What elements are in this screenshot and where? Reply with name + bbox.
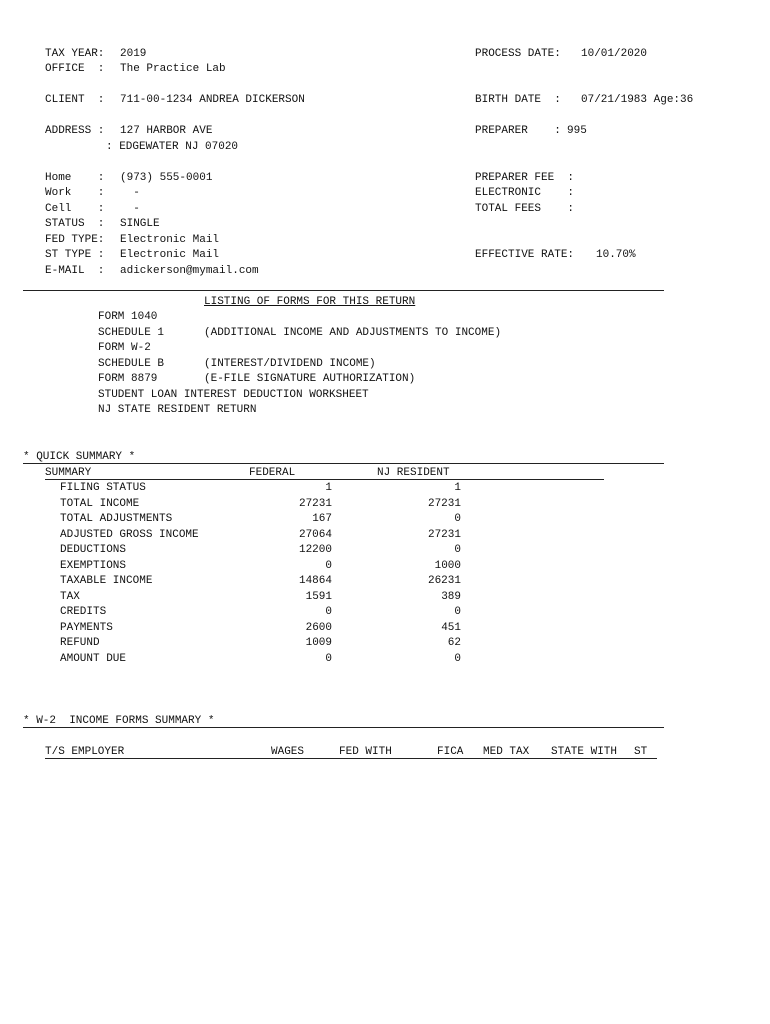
home-phone-value: (973) 555-0001 [120,172,213,184]
federal-value: 2600 [305,622,332,634]
row-label: EXEMPTIONS [60,560,127,572]
federal-value: 14864 [298,575,332,587]
state-value: 451 [441,622,461,634]
state-value: 0 [454,513,461,525]
status-label: STATUS : [45,218,105,230]
st-type-value: Electronic Mail [120,249,220,261]
federal-col-header: FEDERAL [249,467,296,479]
form-item-name: NJ STATE RESIDENT RETURN [98,404,257,416]
address-line2: : EDGEWATER NJ 07020 [106,141,239,153]
federal-value: 167 [312,513,332,525]
form-item-name: FORM W-2 [98,342,151,354]
forms-listing-title: LISTING OF FORMS FOR THIS RETURN [204,296,416,308]
fed-with-col-header: FED WITH [339,746,392,758]
row-label: ADJUSTED GROSS INCOME [60,529,199,541]
address-label: ADDRESS : [45,125,105,137]
state-value: 26231 [427,575,461,587]
federal-value: 0 [325,606,332,618]
fed-type-label: FED TYPE: [45,234,105,246]
status-value: SINGLE [120,218,160,230]
row-label: REFUND [60,637,100,649]
row-label: AMOUNT DUE [60,653,127,665]
row-label: CREDITS [60,606,107,618]
office-value: The Practice Lab [120,63,226,75]
total-fees-label: TOTAL FEES : [475,203,575,215]
process-date-value: 10/01/2020 [581,48,648,60]
tax-year-label: TAX YEAR: [45,48,105,60]
state-value: 1 [454,482,461,494]
state-value: 389 [441,591,461,603]
form-item-name: SCHEDULE B [98,358,165,370]
quick-summary-title: * QUICK SUMMARY * [23,451,136,463]
client-label: CLIENT : [45,94,105,106]
state-value: 27231 [427,498,461,510]
preparer-fee-label: PREPARER FEE : [475,172,575,184]
form-item-name: FORM 8879 [98,373,158,385]
state-with-col-header: STATE WITH [551,746,618,758]
home-phone-label: Home : [45,172,105,184]
tax-year-value: 2019 [120,48,147,60]
summary-header-rule [45,479,604,480]
state-value: 62 [447,637,461,649]
effective-rate-value: 10.70% [596,249,636,261]
w2-header-rule [45,758,657,759]
electronic-fee-label: ELECTRONIC : [475,187,575,199]
federal-value: 1009 [305,637,332,649]
birth-date-value: 07/21/1983 Age:36 [581,94,694,106]
address-line1: 127 HARBOR AVE [120,125,213,137]
federal-value: 27064 [298,529,332,541]
form-item-desc: (E-FILE SIGNATURE AUTHORIZATION) [204,373,416,385]
med-tax-col-header: MED TAX [483,746,530,758]
form-item-desc: (ADDITIONAL INCOME AND ADJUSTMENTS TO INCOME) [204,327,502,339]
state-value: 0 [454,544,461,556]
process-date-label: PROCESS DATE: [475,48,561,60]
state-value: 0 [454,606,461,618]
federal-value: 27231 [298,498,332,510]
summary-col-header: SUMMARY [45,467,92,479]
client-value: 711-00-1234 ANDREA DICKERSON [120,94,305,106]
row-label: TAXABLE INCOME [60,575,153,587]
row-label: FILING STATUS [60,482,146,494]
federal-value: 1 [325,482,332,494]
form-item-name: SCHEDULE 1 [98,327,165,339]
st-col-header: ST [634,746,648,758]
preparer-value: 995 [567,125,587,137]
state-col-header: NJ RESIDENT [377,467,450,479]
birth-date-label: BIRTH DATE : [475,94,561,106]
state-value: 0 [454,653,461,665]
wages-col-header: WAGES [271,746,305,758]
form-item-desc: (INTEREST/DIVIDEND INCOME) [204,358,376,370]
office-label: OFFICE : [45,63,105,75]
w2-summary-title: * W-2 INCOME FORMS SUMMARY * [23,715,215,727]
row-label: DEDUCTIONS [60,544,127,556]
federal-value: 1591 [305,591,332,603]
preparer-label: PREPARER : [475,125,561,137]
st-type-label: ST TYPE : [45,249,105,261]
state-value: 1000 [434,560,461,572]
form-item-name: STUDENT LOAN INTEREST DEDUCTION WORKSHEET [98,389,369,401]
header-divider [23,290,664,291]
federal-value: 0 [325,653,332,665]
work-phone-label: Work : [45,187,105,199]
cell-phone-value: - [120,203,140,215]
row-label: TOTAL ADJUSTMENTS [60,513,173,525]
effective-rate-label: EFFECTIVE RATE: [475,249,575,261]
w2-summary-rule [23,727,664,728]
state-value: 27231 [427,529,461,541]
email-label: E-MAIL : [45,265,105,277]
fica-col-header: FICA [437,746,464,758]
row-label: TOTAL INCOME [60,498,140,510]
form-item-name: FORM 1040 [98,311,158,323]
federal-value: 0 [325,560,332,572]
cell-phone-label: Cell : [45,203,105,215]
ts-employer-col-header: T/S EMPLOYER [45,746,125,758]
fed-type-value: Electronic Mail [120,234,220,246]
work-phone-value: - [120,187,140,199]
federal-value: 12200 [298,544,332,556]
quick-summary-rule [23,463,664,464]
row-label: PAYMENTS [60,622,113,634]
row-label: TAX [60,591,80,603]
email-value: adickerson@mymail.com [120,265,259,277]
